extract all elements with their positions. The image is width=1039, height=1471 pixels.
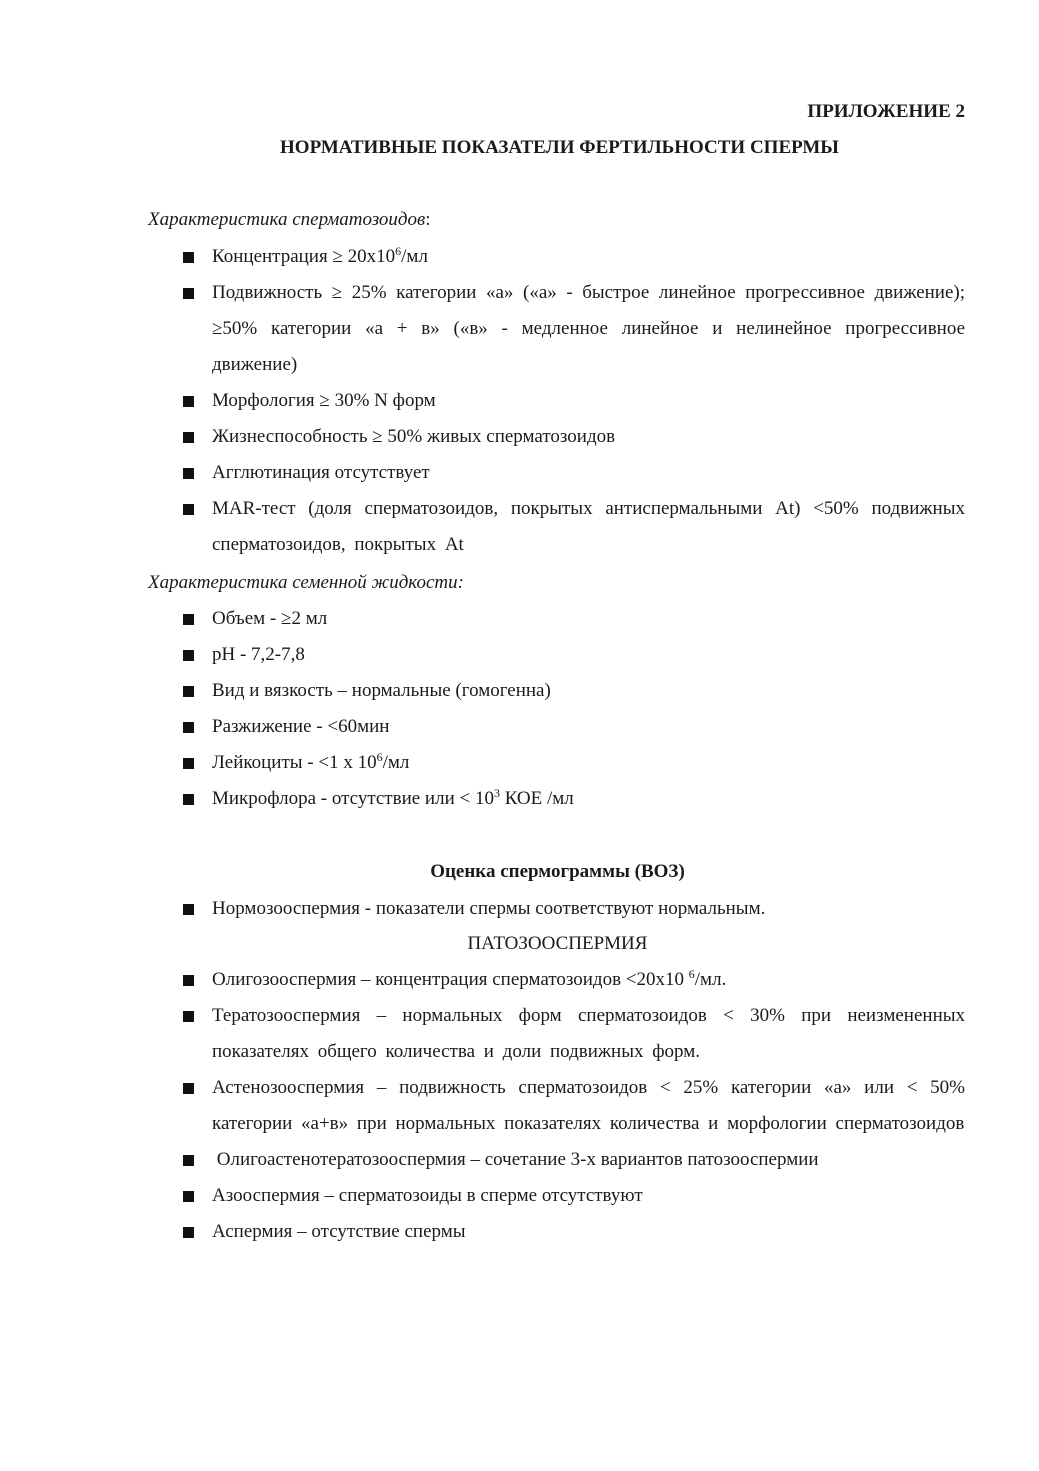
aspermia-text: Аспермия – отсутствие спермы xyxy=(212,1221,466,1242)
normozoospermia-text: Нормозооспермия - показатели спермы соответствуют нормальным. xyxy=(212,898,766,919)
morphology-text: Морфология ≥ 30% N форм xyxy=(212,390,436,411)
list-item-viability xyxy=(180,419,965,455)
sperm-section-heading-text: Характеристика сперматозоидов xyxy=(148,209,426,230)
square-bullet-icon xyxy=(183,758,194,769)
list-item-asthenozoospermia xyxy=(180,1070,965,1142)
microflora-text: Микрофлора - отсутствие или < 10 xyxy=(212,788,494,809)
square-bullet-icon xyxy=(183,432,194,443)
concentration-text: Концентрация ≥ 20х10 xyxy=(212,246,396,267)
square-bullet-icon xyxy=(183,1227,194,1238)
square-bullet-icon xyxy=(183,904,194,915)
leukocytes-exponent: 6 xyxy=(376,750,383,764)
sperm-section-heading-colon: : xyxy=(425,209,431,230)
list-item-motility xyxy=(180,275,965,383)
fluid-characteristics-list xyxy=(180,601,965,817)
list-item-azoospermia xyxy=(180,1178,965,1214)
oligoasthenoteratozoospermia-text: Олигоастенотератозооспермия – сочетание 3-х вариантов патозооспермии xyxy=(212,1149,819,1170)
asthenozoospermia-text: Астенозооспермия – подвижность сперматозоидов < 25% категории «а» или < 50% категории «а+в» при нормальных показателях количества и морфологии сперматозоидов xyxy=(212,1077,965,1134)
list-item-concentration xyxy=(180,239,965,275)
motility-text: Подвижность ≥ 25% категории «а» («а» - быстрое линейное прогрессивное движение); ≥50% категории «а + в» («в» - медленное линейное и нелинейное прогрессивное движение) xyxy=(212,282,965,375)
square-bullet-icon xyxy=(183,650,194,661)
liquefaction-text: Разжижение - <60мин xyxy=(212,716,390,737)
pathology-list xyxy=(180,962,965,1250)
sperm-characteristics-list xyxy=(180,239,965,563)
list-item-microflora xyxy=(180,781,965,817)
square-bullet-icon xyxy=(183,794,194,805)
square-bullet-icon xyxy=(183,288,194,299)
pathozoospermia-heading: ПАТОЗООСПЕРМИЯ xyxy=(467,933,648,954)
list-item-teratozoospermia xyxy=(180,998,965,1070)
fluid-section-heading: Характеристика семенной жидкости: xyxy=(148,572,464,593)
list-item-viscosity xyxy=(180,673,965,709)
sperm-section-heading xyxy=(148,208,431,232)
square-bullet-icon xyxy=(183,468,194,479)
list-item-aspermia xyxy=(180,1214,965,1250)
list-item-leukocytes xyxy=(180,745,965,781)
square-bullet-icon xyxy=(183,975,194,986)
concentration-unit: /мл xyxy=(401,246,428,267)
agglutination-text: Агглютинация отсутствует xyxy=(212,462,430,483)
square-bullet-icon xyxy=(183,1011,194,1022)
oligozoospermia-text: Олигозооспермия – концентрация сперматозоидов <20х10 xyxy=(212,969,689,990)
mar-test-text: MAR-тест (доля сперматозоидов, покрытых антиспермальными At) <50% подвижных сперматозоидов, покрытых At xyxy=(212,498,965,555)
oligozoospermia-unit: /мл. xyxy=(694,969,727,990)
list-item-morphology xyxy=(180,383,965,419)
volume-text: Объем - ≥2 мл xyxy=(212,608,328,629)
microflora-exponent: 3 xyxy=(493,786,500,800)
square-bullet-icon xyxy=(183,252,194,263)
square-bullet-icon xyxy=(183,686,194,697)
page-title: НОРМАТИВНЫЕ ПОКАЗАТЕЛИ ФЕРТИЛЬНОСТИ СПЕРМЫ xyxy=(280,137,839,158)
oligozoospermia-exponent: 6 xyxy=(688,967,695,981)
list-item-oligozoospermia xyxy=(180,962,965,998)
assessment-heading: Оценка спермограммы (ВОЗ) xyxy=(430,861,685,882)
leukocytes-text: Лейкоциты - <1 х 10 xyxy=(212,752,377,773)
leukocytes-unit: /мл xyxy=(382,752,410,773)
square-bullet-icon xyxy=(183,1083,194,1094)
azoospermia-text: Азооспермия – сперматозоиды в сперме отсутствуют xyxy=(212,1185,643,1206)
ph-text: pH - 7,2-7,8 xyxy=(212,644,305,665)
normo-list xyxy=(180,891,965,927)
square-bullet-icon xyxy=(183,614,194,625)
list-item-volume xyxy=(180,601,965,637)
list-item-mar-test xyxy=(180,491,965,563)
list-item-agglutination xyxy=(180,455,965,491)
list-item-ph xyxy=(180,637,965,673)
square-bullet-icon xyxy=(183,1191,194,1202)
square-bullet-icon xyxy=(183,722,194,733)
concentration-exponent: 6 xyxy=(395,244,402,258)
appendix-label: ПРИЛОЖЕНИЕ 2 xyxy=(807,101,965,122)
square-bullet-icon xyxy=(183,396,194,407)
viability-text: Жизнеспособность ≥ 50% живых сперматозоидов xyxy=(212,426,616,447)
teratozoospermia-text: Тератозооспермия – нормальных форм сперматозоидов < 30% при неизмененных показателях общего количества и доли подвижных форм. xyxy=(212,1005,965,1062)
microflora-unit: КОЕ /мл xyxy=(499,788,574,809)
list-item-oligoasthenoteratozoospermia xyxy=(180,1142,965,1178)
list-item-liquefaction xyxy=(180,709,965,745)
viscosity-text: Вид и вязкость – нормальные (гомогенна) xyxy=(212,680,551,701)
square-bullet-icon xyxy=(183,504,194,515)
list-item-normozoospermia xyxy=(180,891,965,927)
square-bullet-icon xyxy=(183,1155,194,1166)
